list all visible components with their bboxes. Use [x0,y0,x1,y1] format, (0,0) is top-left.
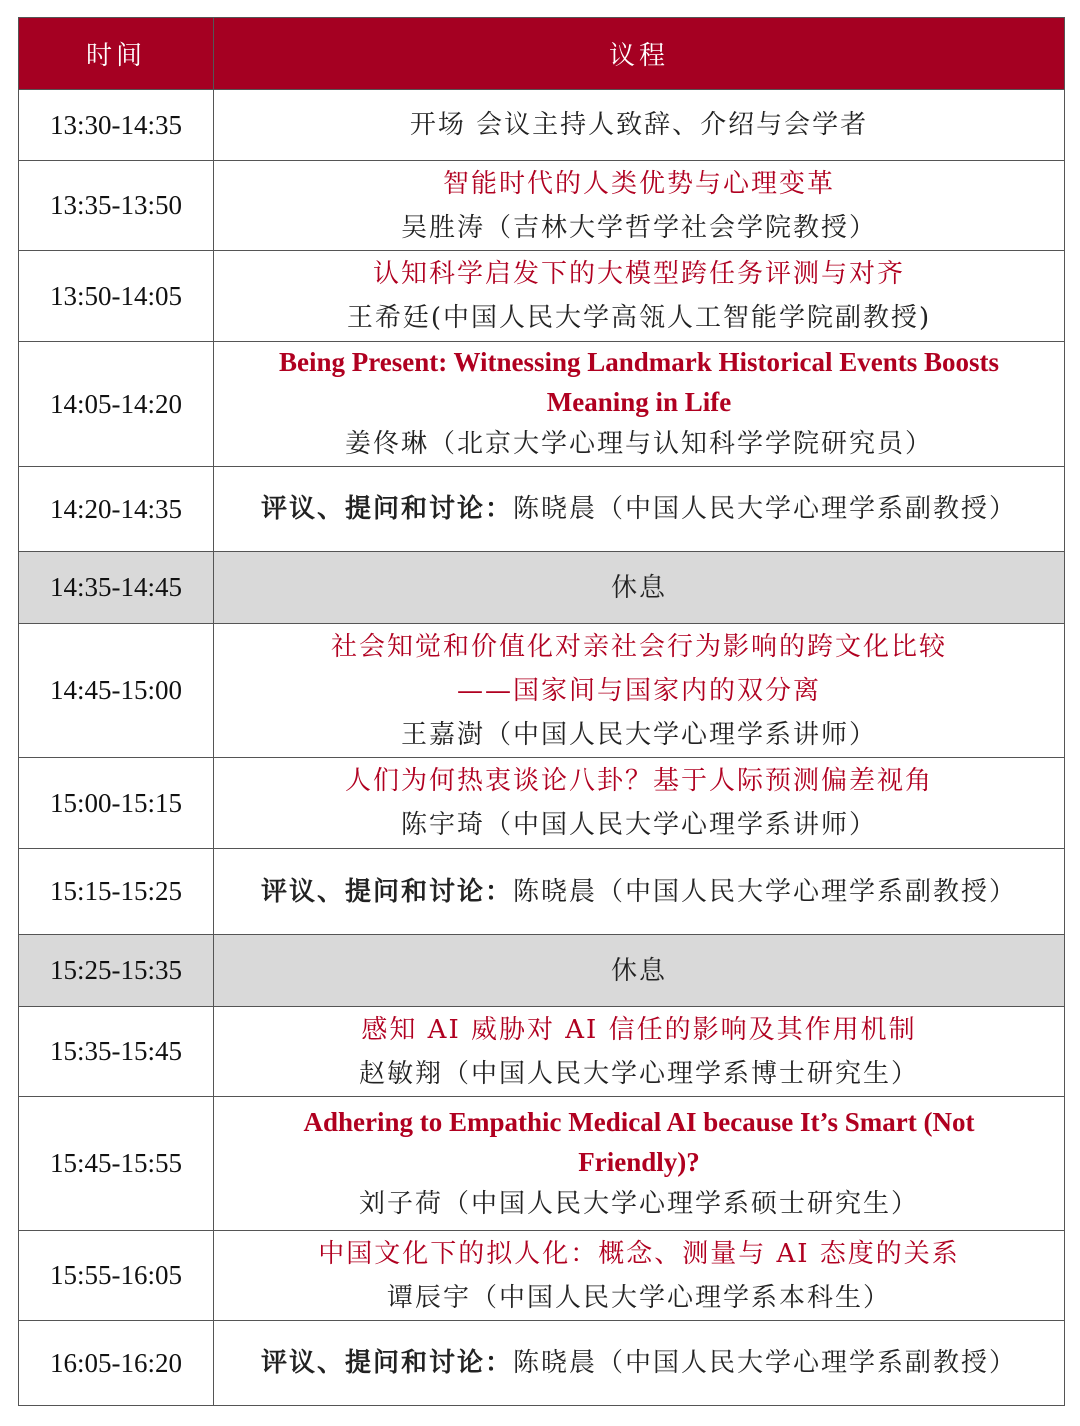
time-cell: 14:20-14:35 [19,467,214,552]
table-row [19,90,1065,161]
agenda-cell [214,758,1065,849]
discussant-name: 陈晓晨（中国人民大学心理学系副教授） [513,1348,1018,1378]
agenda-cell [214,467,1065,552]
table-row [19,1321,1065,1406]
table-row [19,161,1065,251]
agenda-cell [214,1321,1065,1406]
agenda-table [18,17,1065,1406]
speaker-name: 赵敏翔（中国人民大学心理学系博士研究生） [358,1058,919,1089]
time-cell: 15:45-15:55 [19,1097,214,1231]
table-row [19,758,1065,849]
header-agenda: 议程 [214,18,1065,90]
table-row [19,342,1065,467]
talk-title-line2: ——国家间与国家内的双分离 [456,675,821,706]
table-row [19,624,1065,758]
time-cell: 15:35-15:45 [19,1007,214,1097]
talk-title: 智能时代的人类优势与心理变革 [442,168,835,199]
table-row [19,1231,1065,1321]
table-row [19,251,1065,342]
discussion-label: 评议、提问和讨论： [260,494,513,524]
talk-title-line1: 社会知觉和价值化对亲社会行为影响的跨文化比较 [330,631,947,662]
header-time: 时间 [19,18,214,90]
table-row [19,1007,1065,1097]
agenda-cell [214,1007,1065,1097]
time-cell: 15:15-15:25 [19,849,214,935]
break-label: 休息 [214,935,1065,1007]
table-row [19,1097,1065,1231]
speaker-name: 刘子荷（中国人民大学心理学系硕士研究生） [358,1188,919,1219]
break-row [19,935,1065,1007]
time-cell: 14:05-14:20 [19,342,214,467]
talk-title: 感知 AI 威胁对 AI 信任的影响及其作用机制 [361,1014,917,1045]
agenda-cell [214,1231,1065,1321]
talk-title-line2: Friendly)? [578,1146,700,1177]
table-row [19,849,1065,935]
opening-text: 开场 会议主持人致辞、介绍与会学者 [409,110,869,140]
agenda-cell [214,161,1065,251]
time-cell: 13:50-14:05 [19,251,214,342]
discussion-label: 评议、提问和讨论： [260,876,513,907]
break-row [19,552,1065,624]
table-row [19,467,1065,552]
speaker-name: 姜佟琳（北京大学心理与认知科学学院研究员） [344,429,933,459]
talk-title: 人们为何热衷谈论八卦？基于人际预测偏差视角 [344,766,933,796]
time-cell: 13:30-14:35 [19,90,214,161]
break-label: 休息 [214,552,1065,624]
talk-title: 中国文化下的拟人化：概念、测量与 AI 态度的关系 [318,1238,960,1269]
discussion-label: 评议、提问和讨论： [260,1348,513,1378]
agenda-cell [214,251,1065,342]
time-cell: 15:55-16:05 [19,1231,214,1321]
time-cell: 16:05-16:20 [19,1321,214,1406]
speaker-name: 王嘉澍（中国人民大学心理学系讲师） [400,719,877,750]
talk-title-line1: Being Present: Witnessing Landmark Historical Events Boosts [278,347,1000,377]
time-cell: 14:45-15:00 [19,624,214,758]
agenda-cell [214,90,1065,161]
talk-title: 认知科学启发下的大模型跨任务评测与对齐 [372,259,905,289]
agenda-cell [214,624,1065,758]
discussant-name: 陈晓晨（中国人民大学心理学系副教授） [513,494,1018,524]
talk-title-line1: Adhering to Empathic Medical AI because It’s Smart (Not [303,1106,975,1137]
speaker-name: 陈宇琦（中国人民大学心理学系讲师） [400,810,877,840]
time-cell: 13:35-13:50 [19,161,214,251]
header-row [19,18,1065,90]
speaker-name: 吴胜涛（吉林大学哲学社会学院教授） [400,212,877,243]
time-cell: 14:35-14:45 [19,552,214,624]
speaker-name: 王希廷(中国人民大学高瓴人工智能学院副教授) [346,303,932,333]
agenda-cell [214,849,1065,935]
speaker-name: 谭辰宇（中国人民大学心理学系本科生） [386,1282,891,1313]
time-cell: 15:25-15:35 [19,935,214,1007]
talk-title-line2: Meaning in Life [546,387,732,417]
agenda-cell [214,342,1065,467]
discussant-name: 陈晓晨（中国人民大学心理学系副教授） [513,876,1018,907]
agenda-cell [214,1097,1065,1231]
time-cell: 15:00-15:15 [19,758,214,849]
